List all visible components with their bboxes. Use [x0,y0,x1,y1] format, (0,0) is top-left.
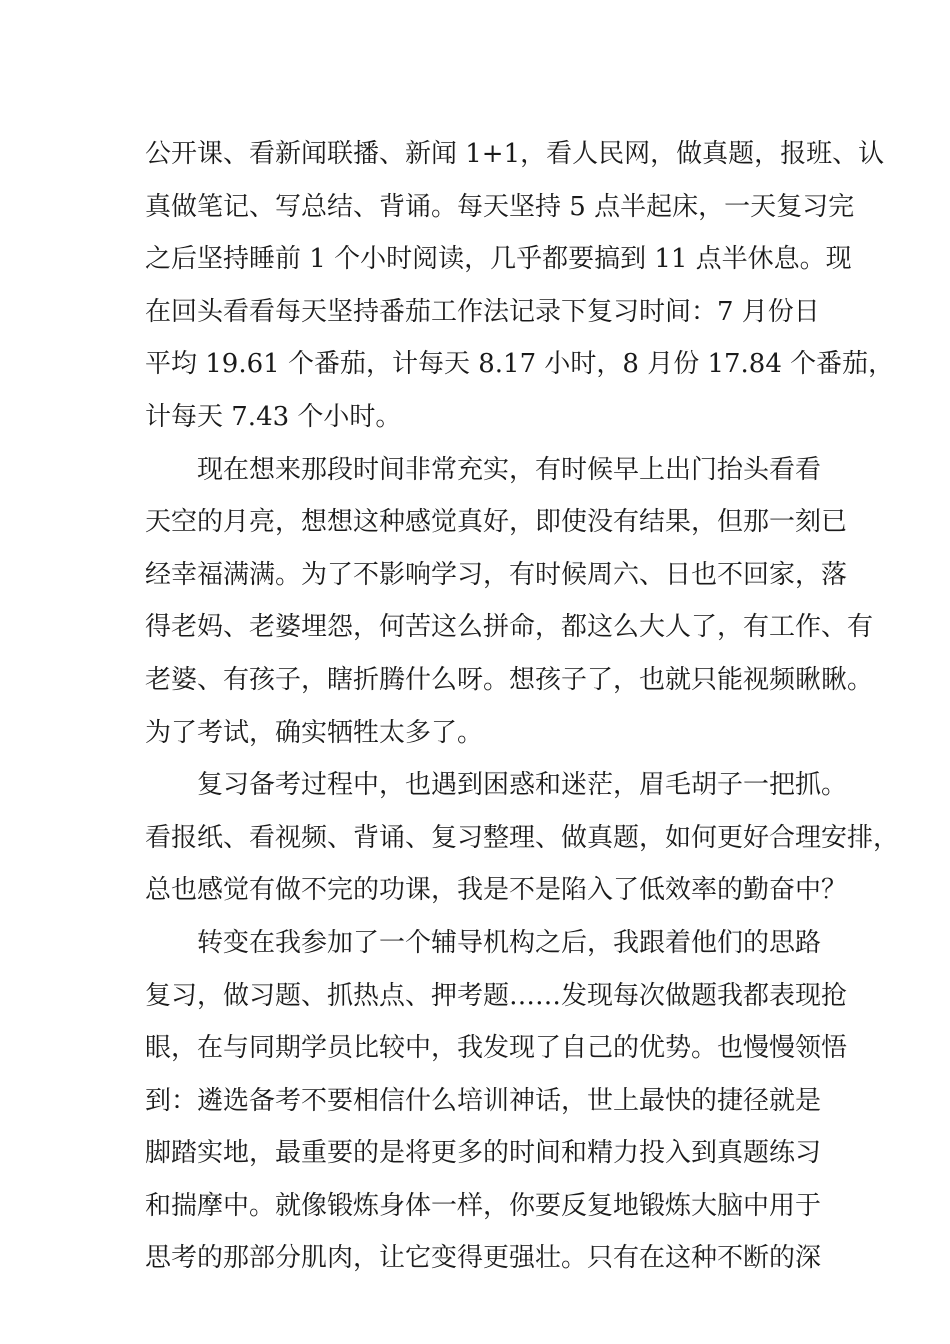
text-line: 真做笔记、写总结、背诵。每天坚持 5 点半起床，一天复习完 [145,191,855,222]
text-line: 在回头看看每天坚持番茄工作法记录下复习时间：7 月份日 [145,296,820,327]
text-line: 思考的那部分肌肉，让它变得更强壮。只有在这种不断的深 [145,1243,822,1274]
text-line: 到：遴选备考不要相信什么培训神话，世上最快的捷径就是 [145,1085,822,1116]
text-line: 转变在我参加了一个辅导机构之后，我跟着他们的思路 [197,927,822,958]
paragraph [145,917,848,1285]
text-line: 复习，做习题、抓热点、押考题……发现每次做题我都表现抢 [145,980,848,1011]
text-line: 复习备考过程中，也遇到困惑和迷茫，眉毛胡子一把抓。 [197,770,848,801]
text-line: 之后坚持睡前 1 个小时阅读，几乎都要搞到 11 点半休息。现 [145,244,852,275]
text-line: 和揣摩中。就像锻炼身体一样，你要反复地锻炼大脑中用于 [145,1190,822,1221]
text-line: 脚踏实地，最重要的是将更多的时间和精力投入到真题练习 [145,1138,822,1169]
text-line: 看报纸、看视频、背诵、复习整理、做真题，如何更好合理安排， [145,822,900,853]
text-line: 天空的月亮，想想这种感觉真好，即使没有结果，但那一刻已 [145,507,848,538]
text-line: 经幸福满满。为了不影响学习，有时候周六、日也不回家，落 [145,559,848,590]
paragraph [145,759,900,917]
text-line: 老婆、有孩子，瞎折腾什么呀。想孩子了，也就只能视频瞅瞅。 [145,664,874,695]
text-line: 为了考试，确实牺牲太多了。 [145,717,484,748]
text-line: 得老妈、老婆埋怨，何苦这么拼命，都这么大人了，有工作、有 [145,612,874,643]
text-line: 现在想来那段时间非常充实，有时候早上出门抬头看看 [197,454,822,485]
text-line: 平均 19.61 个番茄，计每天 8.17 小时，8 月份 17.84 个番茄， [145,349,895,380]
text-line: 总也感觉有做不完的功课，我是不是陷入了低效率的勤奋中？ [145,875,848,906]
paragraph [145,444,874,760]
text-line: 计每天 7.43 个小时。 [145,401,402,432]
paragraph [145,128,895,444]
body-text [145,128,900,1285]
text-line: 眼，在与同期学员比较中，我发现了自己的优势。也慢慢领悟 [145,1033,848,1064]
text-line: 公开课、看新闻联播、新闻 1+1，看人民网，做真题，报班、认 [145,139,885,169]
